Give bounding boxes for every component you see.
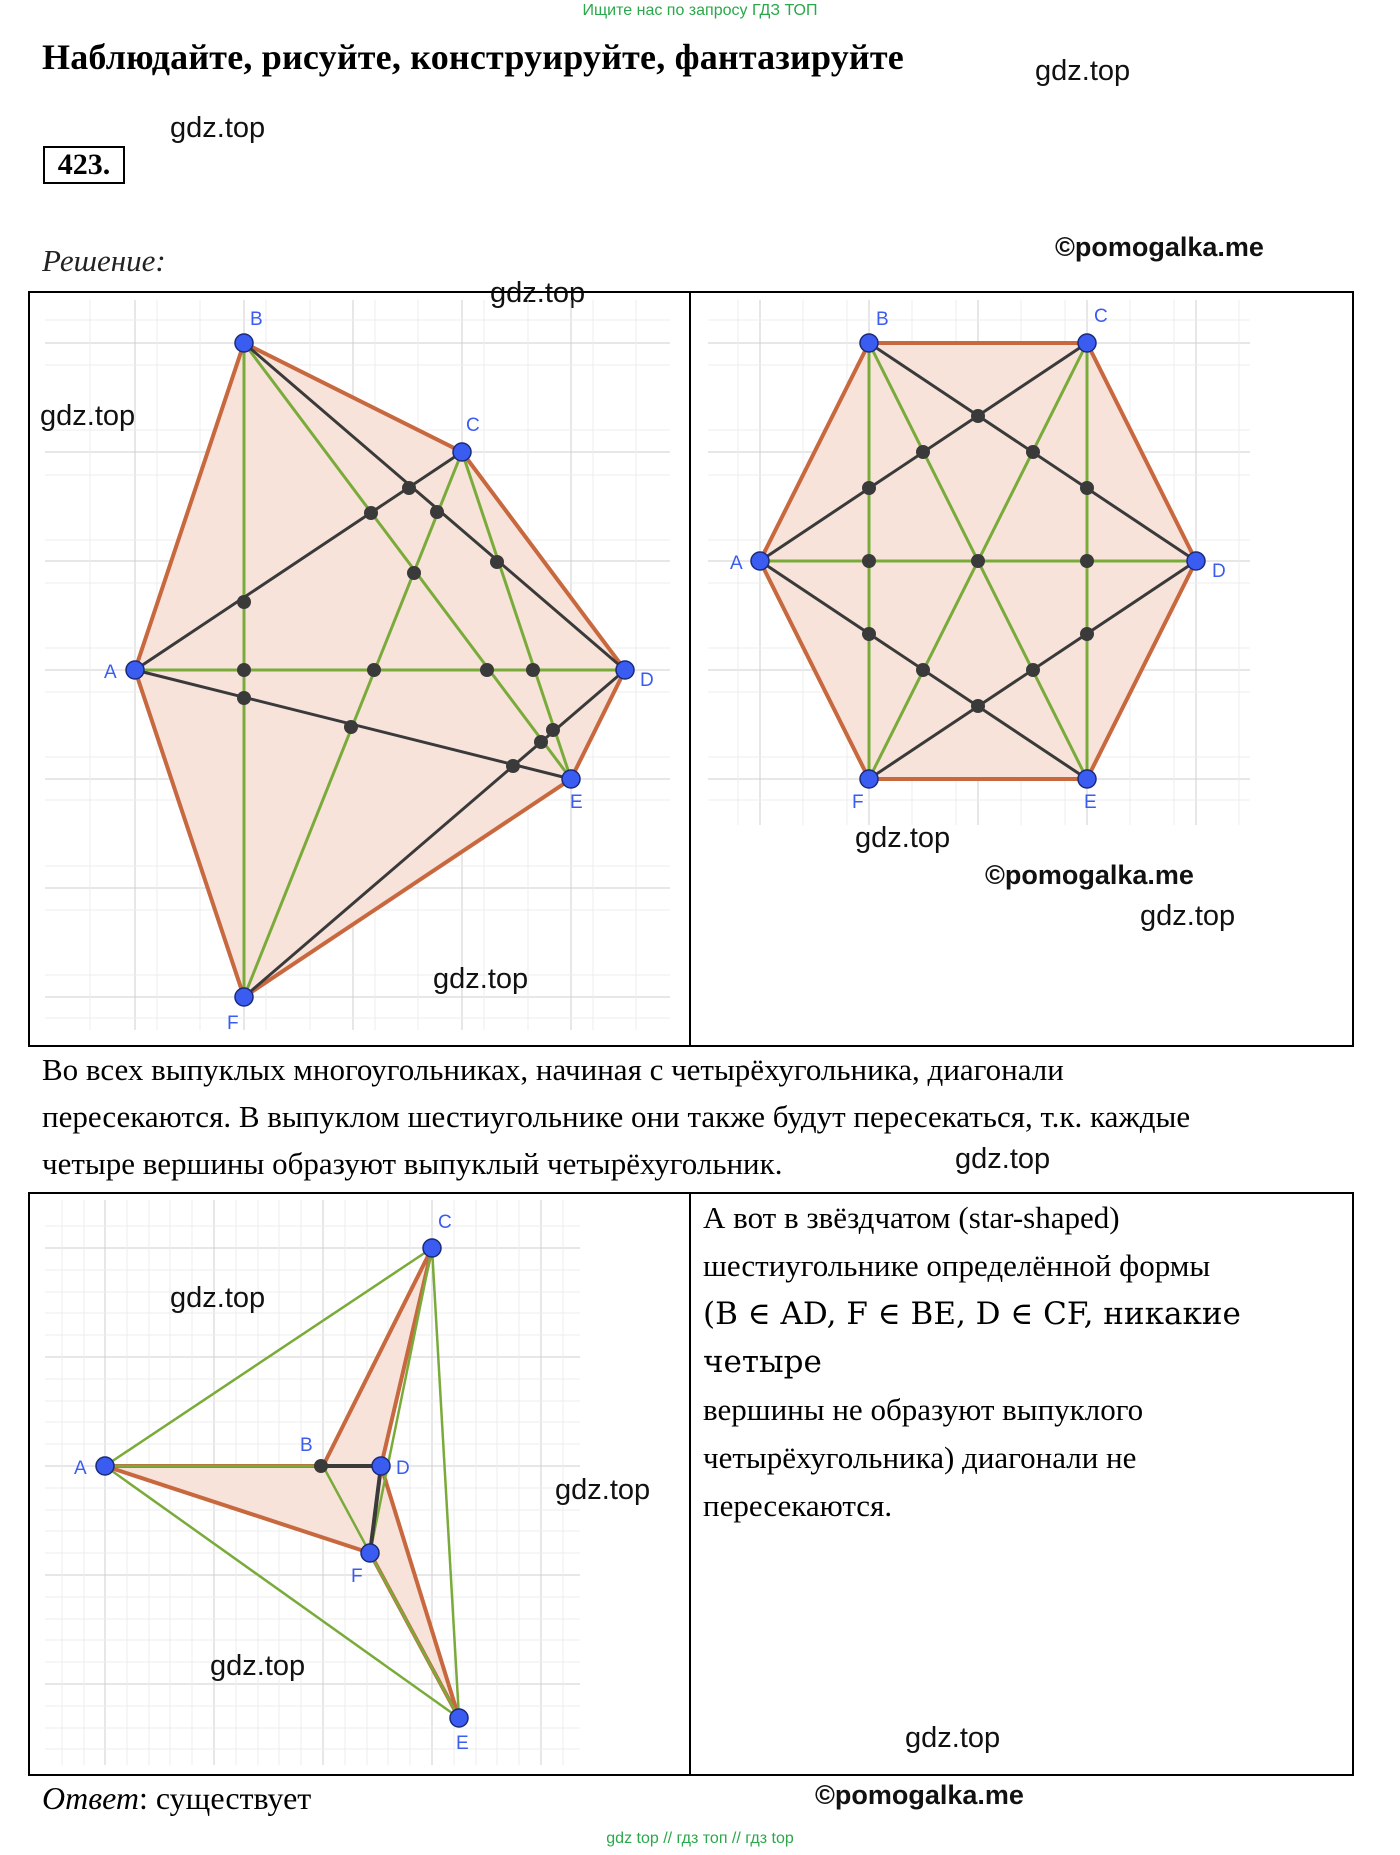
figure1-label-d: D (640, 670, 654, 691)
explanation-paragraph (42, 1046, 1382, 1187)
figure2-regular-hexagon (691, 293, 1352, 1045)
figure1-label-c: C (466, 415, 480, 436)
watermark-gdz: gdz.top (855, 822, 951, 854)
side-text-line: (B ∈ AD, F ∈ BE, D ∈ CF, никакие четыре (703, 1296, 1241, 1380)
figure1-label-f: F (227, 1013, 239, 1034)
answer-value: : существует (139, 1780, 312, 1816)
side-text-line: пересекаются. (703, 1488, 893, 1523)
answer-label: Ответ (42, 1780, 139, 1816)
watermark-gdz: gdz.top (1140, 900, 1236, 932)
figure2-label-c: C (1094, 306, 1108, 327)
figure3-label-d: D (396, 1458, 410, 1479)
solution-label: Решение: (42, 243, 166, 278)
paragraph-line: пересекаются. В выпуклом шестиугольнике они также будут пересекаться, т.к. каждые (42, 1099, 1191, 1134)
watermark-gdz: gdz.top (210, 1650, 306, 1682)
problem-number: 423. (43, 146, 125, 184)
figure3-label-b: B (300, 1435, 313, 1456)
watermark-gdz: gdz.top (40, 400, 136, 432)
watermark-copyright: ©pomogalka.me (815, 1780, 1024, 1810)
watermark-gdz: gdz.top (955, 1143, 1051, 1175)
watermark-gdz: gdz.top (433, 963, 529, 995)
watermark-copyright: ©pomogalka.me (1055, 232, 1264, 262)
answer (42, 1780, 311, 1817)
watermark-gdz: gdz.top (555, 1474, 651, 1506)
top-banner[interactable]: Ищите нас по запросу ГДЗ ТОП (582, 2, 818, 19)
side-text-line: четырёхугольника) диагонали не (703, 1440, 1137, 1475)
paragraph-line: четыре вершины образуют выпуклый четырёхугольник. (42, 1146, 783, 1181)
footer-links[interactable]: gdz top // гдз топ // гдз top (606, 1830, 794, 1847)
side-text-line: вершины не образуют выпуклого (703, 1392, 1144, 1427)
figure2-label-f: F (852, 792, 864, 813)
watermark-copyright: ©pomogalka.me (985, 860, 1194, 890)
figure2-label-e: E (1084, 792, 1097, 813)
watermark-gdz: gdz.top (905, 1722, 1001, 1754)
watermark-gdz: gdz.top (490, 277, 586, 309)
figure2-label-a: A (730, 553, 743, 574)
figure3-label-e: E (456, 1733, 469, 1754)
figure3-label-a: A (74, 1458, 87, 1479)
watermark-gdz: gdz.top (170, 1282, 266, 1314)
watermark-gdz: gdz.top (1035, 55, 1131, 87)
section-heading: Наблюдайте, рисуйте, конструируйте, фантазируйте (42, 37, 904, 77)
side-explanation (703, 1194, 1333, 1530)
figure1-label-a: A (104, 662, 117, 683)
side-text-line: А вот в звёздчатом (star-shaped) (703, 1200, 1120, 1235)
figure1-label-b: B (250, 309, 263, 330)
figure2-label-b: B (876, 309, 889, 330)
watermark-gdz: gdz.top (170, 112, 266, 144)
side-text-line: шестиугольнике определённой формы (703, 1248, 1211, 1283)
paragraph-line: Во всех выпуклых многоугольниках, начиная с четырёхугольника, диагонали (42, 1052, 1064, 1087)
figure2-label-d: D (1212, 561, 1226, 582)
figure3-label-c: C (438, 1212, 452, 1233)
figure3-label-f: F (351, 1566, 363, 1587)
figure1-label-e: E (570, 792, 583, 813)
